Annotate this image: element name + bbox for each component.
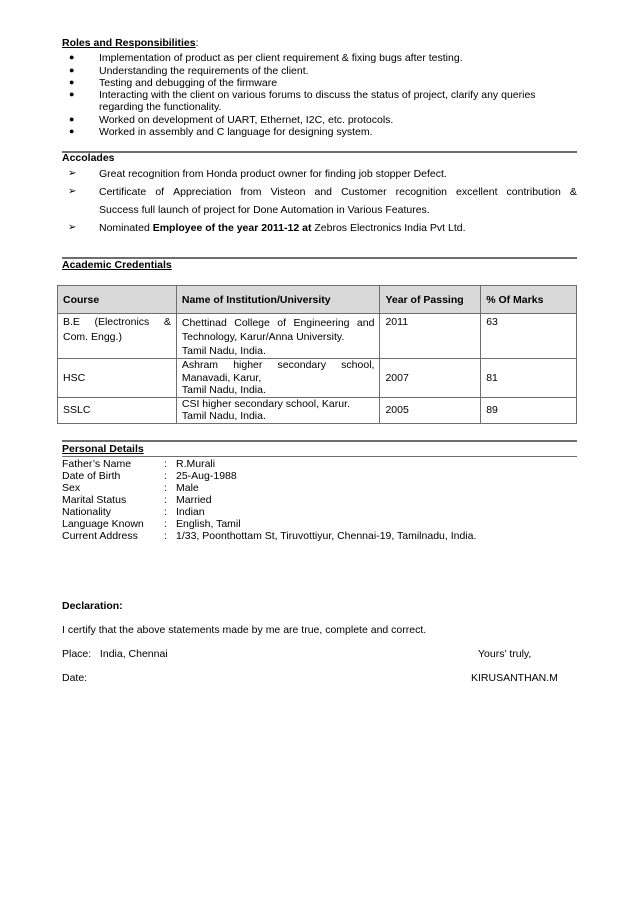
accolades-item-text: Success full launch of project for Done Automation in Various Features. (99, 204, 430, 216)
institution-cell (176, 397, 380, 423)
personal-heading: Personal Details (62, 443, 144, 455)
word: of (155, 186, 165, 198)
declaration-heading: Declaration: (62, 600, 123, 612)
table-row (58, 359, 577, 398)
institution-line: Tamil Nadu, India. (181, 384, 266, 396)
field-label: Nationality (62, 506, 112, 518)
field-value: Married (176, 494, 212, 506)
year-cell: 2011 (380, 314, 481, 359)
roles-heading-line (62, 37, 199, 49)
institution-line: CSI higher secondary school, Karur. (181, 397, 350, 410)
marks-cell: 89 (481, 397, 577, 423)
declaration-text: I certify that the above statements made by me are true, complete and correct. (62, 624, 427, 636)
word: excellent (456, 186, 498, 198)
field-label: Sex (62, 482, 81, 494)
word: and (314, 186, 333, 198)
course-cell: SSLC (58, 397, 177, 423)
bullet-icon: ● (69, 89, 75, 99)
accolades-item-text: Great recognition from Honda product owner for finding job stopper Defect. (99, 168, 447, 180)
roles-item-text: Understanding the requirements of the client. (99, 65, 309, 77)
institution-line: Tamil Nadu, India. (181, 345, 266, 357)
text-post: Zebros Electronics India Pvt Ltd. (311, 222, 466, 234)
field-label: Marital Status (62, 494, 127, 506)
bullet-icon: ● (69, 77, 75, 87)
institution-cell (176, 314, 380, 359)
course-cell: HSC (58, 359, 177, 398)
year-cell: 2007 (380, 359, 481, 398)
column-header: Name of Institution/University (176, 286, 380, 314)
field-colon: : (164, 482, 167, 494)
year-cell: 2005 (380, 397, 481, 423)
institution-line: Tamil Nadu, India. (181, 410, 266, 422)
academic-heading: Academic Credentials (62, 259, 172, 271)
declaration-place: Place: India, Chennai (62, 648, 168, 660)
course-word: & (163, 316, 171, 328)
table-row (58, 314, 577, 359)
academic-table (57, 285, 577, 424)
field-colon: : (164, 506, 167, 518)
field-colon: : (164, 530, 167, 542)
arrow-bullet-icon: ➢ (68, 186, 77, 197)
bullet-icon: ● (69, 114, 75, 124)
signatory-name: KIRUSANTHAN.M (471, 672, 558, 684)
marks-cell: 63 (481, 314, 577, 359)
word: Certificate (99, 186, 147, 198)
course-cell (58, 314, 177, 359)
bullet-icon: ● (69, 52, 75, 62)
field-label: Date of Birth (62, 470, 121, 482)
accolades-item-text (99, 222, 466, 234)
section-divider (62, 456, 577, 457)
bullet-icon: ● (69, 65, 75, 75)
accolades-item-justified-line (99, 186, 577, 198)
field-value: Indian (176, 506, 205, 518)
roles-item-text: regarding the functionality. (99, 101, 222, 113)
word: & (569, 186, 577, 198)
table-row (58, 397, 577, 423)
word: from (240, 186, 262, 198)
field-value: 25-Aug-1988 (176, 470, 237, 482)
column-header: % Of Marks (481, 286, 577, 314)
word: Customer (341, 186, 387, 198)
arrow-bullet-icon: ➢ (68, 222, 77, 233)
text-pre: Nominated (99, 222, 153, 234)
bullet-icon: ● (69, 126, 75, 136)
word: Visteon (270, 186, 306, 198)
course-word: B.E (63, 316, 80, 328)
field-value: Male (176, 482, 199, 494)
field-colon: : (164, 458, 167, 470)
column-header: Course (58, 286, 177, 314)
word: recognition (395, 186, 447, 198)
field-label: Current Address (62, 530, 138, 542)
word: contribution (506, 186, 561, 198)
field-value: English, Tamil (176, 518, 241, 530)
table-header-row (58, 286, 577, 314)
accolades-heading: Accolades (62, 152, 115, 164)
field-colon: : (164, 470, 167, 482)
field-value: R.Murali (176, 458, 216, 470)
field-colon: : (164, 494, 167, 506)
roles-item-text: Worked on development of UART, Ethernet, I2C, etc. protocols. (99, 114, 394, 126)
declaration-closing: Yours’ truly, (478, 648, 532, 660)
institution-line: Manavadi, Karur, (181, 371, 262, 384)
institution-cell (176, 359, 380, 398)
field-value: 1/33, Poonthottam St, Tiruvottiyur, Chennai-19, Tamilnadu, India. (176, 530, 477, 542)
section-divider (62, 440, 577, 442)
course-line: Com. Engg.) (63, 331, 122, 343)
declaration-date: Date: (62, 672, 88, 684)
word: Appreciation (173, 186, 232, 198)
course-word: (Electronics (94, 316, 150, 328)
field-colon: : (164, 518, 167, 530)
roles-heading: Roles and Responsibilities (62, 37, 196, 49)
institution-line: Technology, Karur/Anna University. (181, 331, 345, 343)
institution-line: Chettinad College of Engineering and (181, 317, 375, 329)
roles-heading-suffix: : (195, 37, 199, 49)
roles-item-text: Worked in assembly and C language for designing system. (99, 126, 373, 138)
marks-cell: 81 (481, 359, 577, 398)
field-label: Language Known (62, 518, 144, 530)
roles-item-text: Implementation of product as per client requirement & fixing bugs after testing. (99, 52, 463, 64)
arrow-bullet-icon: ➢ (68, 168, 77, 179)
course-line (63, 316, 171, 328)
section-divider (62, 151, 577, 153)
text-bold: Employee of the year 2011-12 at (152, 222, 312, 234)
roles-item-text: Testing and debugging of the firmware (99, 77, 278, 89)
column-header: Year of Passing (380, 286, 481, 314)
roles-item-text: Interacting with the client on various forums to discuss the status of project, clarify any queries (99, 89, 536, 101)
institution-line: Ashram higher secondary school, (181, 359, 375, 371)
field-label: Father’s Name (62, 458, 132, 470)
